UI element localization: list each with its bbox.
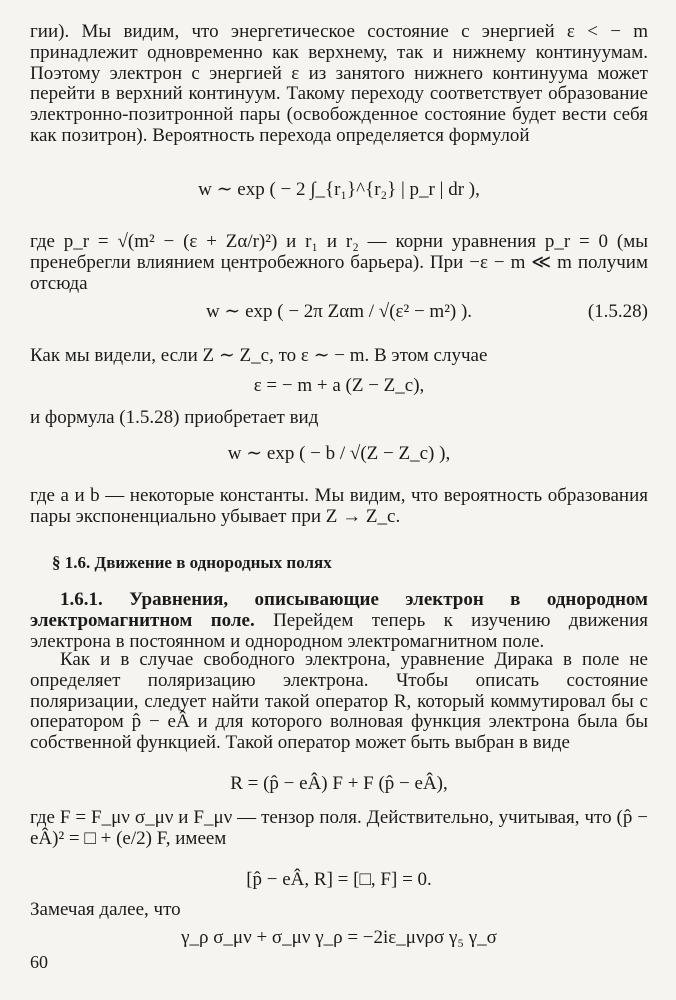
subsection-intro-text: Перейдем теперь к изучению движения электрона в постоянном и однородном электромагнитном поле. <box>30 609 648 652</box>
page-number: 60 <box>30 952 48 972</box>
paragraph-field-tensor: где F = F_μν σ_μν и F_μν — тензор поля. Действительно, учитывая, что (p̂ − eÂ)² = □ + (e/2) F, имеем <box>30 807 648 849</box>
paragraph-constants: где a и b — некоторые константы. Мы видим, что вероятность образования пары экспоненциально убывает при Z → Z_c. <box>30 485 648 527</box>
equation-gamma-sigma-identity: γ_ρ σ_μν + σ_μν γ_ρ = −2iε_μνρσ γ₅ γ_σ <box>181 927 497 948</box>
paragraph-dirac-polarization: Как и в случае свободного электрона, уравнение Дирака в поле не определяет поляризацию электрона. Чтобы описать состояние поляризации, следует найти такой оператор R, который коммутировал бы с оператором p̂ − eÂ и для которого волновая функция электрона была бы собственной функцией. Такой оператор может быть выбран в виде <box>30 649 648 754</box>
paragraph-intro: гии). Мы видим, что энергетическое состояние с энергией ε < − m принадлежит одновременно как верхнему, так и нижнему континуумам. Поэтому электрон с энергией ε из занятого нижнего континуума может перейти в верхний континуум. Такому переходу соответствует образование электронно-позитронной пары (освобожденное состояние будет вести себя как позитрон). Вероятность перехода определяется формулой <box>30 21 648 146</box>
equation-1-5-28 <box>30 300 648 324</box>
paragraph-as-seen: Как мы видели, если Z ∼ Z_c, то ε ∼ − m. В этом случае <box>30 345 488 366</box>
subsection-paragraph <box>30 590 648 652</box>
equation-energy-near-critical: ε = − m + a (Z − Z_c), <box>253 375 425 396</box>
paragraph-where-momentum: где p_r = √(m² − (ε + Zα/r)²) и r₁ и r₂ — корни уравнения p_r = 0 (мы пренебрегли влиянием центробежного барьера). При −ε − m ≪ m получим отсюда <box>30 231 648 294</box>
paragraph-formula-takes-form: и формула (1.5.28) приобретает вид <box>30 407 319 428</box>
equation-1-5-28-body: w ∼ exp ( − 2π Zαm / √(ε² − m²) ). <box>205 301 473 322</box>
section-heading: § 1.6. Движение в однородных полях <box>52 553 332 572</box>
equation-operator-r: R = (p̂ − eÂ) F + F (p̂ − eÂ), <box>230 773 448 794</box>
page <box>30 0 648 1000</box>
equation-number-1-5-28: (1.5.28) <box>587 301 648 322</box>
equation-transition-probability: w ∼ exp ( − 2 ∫_{r₁}^{r₂} | p_r | dr ), <box>198 179 480 200</box>
equation-probability-near-critical: w ∼ exp ( − b / √(Z − Z_c) ), <box>227 443 451 464</box>
subsection-heading: 1.6.1. Уравнения, описывающие электрон в однородном электромагнитном поле. <box>30 589 648 631</box>
paragraph-noting-further: Замечая далее, что <box>30 899 181 920</box>
equation-commutator: [p̂ − eÂ, R] = [□, F] = 0. <box>246 869 432 890</box>
